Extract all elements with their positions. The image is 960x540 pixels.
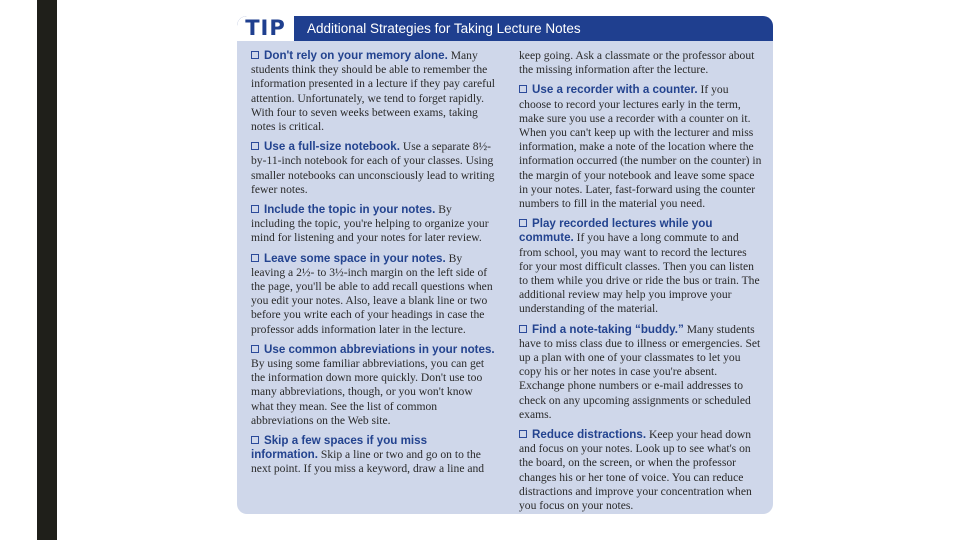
tip-item-body: By using some familiar abbreviations, you can get the information down more quickly. Don't use too many abbreviations, though, or you won't know what they mean. See the list of common abbreviations on the Web site. (251, 357, 485, 427)
left-dark-bar (37, 0, 57, 540)
checkbox-icon (251, 254, 259, 262)
tip-item-body: By leaving a 2½- to 3½-inch margin on the left side of the page, you'll be able to add recall questions when you edit your notes. Also, leave a blank line or two before you write each of your headings in case the professor adds information later in the lecture. (251, 251, 493, 336)
checkbox-icon (251, 205, 259, 213)
tip-item (251, 343, 495, 428)
tip-item (519, 323, 763, 422)
tip-item (251, 203, 495, 246)
tip-label: TIP (237, 16, 297, 41)
tip-item-heading: Use a recorder with a counter. (532, 83, 698, 97)
tip-item-body: Use a separate 8½-by-11-inch notebook for each of your classes. Using smaller notebooks can unconsciously lead to writing fewer notes. (251, 140, 495, 196)
tip-item-heading: Include the topic in your notes. (264, 203, 436, 217)
right-column (519, 49, 763, 514)
checkbox-icon (251, 436, 259, 444)
checkbox-icon (251, 142, 259, 150)
tip-title: Additional Strategies for Taking Lecture Notes (307, 21, 581, 36)
tip-header (237, 16, 773, 41)
checkbox-icon (519, 219, 527, 227)
checkbox-icon (251, 51, 259, 59)
tip-box (237, 16, 773, 514)
tip-item-body: Keep your head down and focus on your notes. Look up to see what's on the board, on the screen, or when the professor changes his or her tone of voice. You can reduce distractions and improve your concentration when you focus on your notes. (519, 428, 752, 513)
tip-item-body: Many students have to miss class due to illness or emergencies. Set up a plan with one of your classmates to let you copy his or her notes in case you're absent. Exchange phone numbers or e-mail addresses to check on any upcoming assignments or scheduled exams. (519, 322, 761, 421)
tip-item (519, 217, 763, 316)
tip-item-body: Skip a line or two and go on to the next point. If you miss a keyword, draw a line and (251, 448, 485, 476)
tip-item (251, 140, 495, 197)
checkbox-icon (519, 325, 527, 333)
tip-item-body: keep going. Ask a classmate or the professor about the missing information after the lecture. (519, 49, 755, 77)
tip-item (519, 428, 763, 513)
tip-item-continued (519, 49, 763, 77)
tip-item-heading: Reduce distractions. (532, 428, 647, 442)
tip-item-heading: Don't rely on your memory alone. (264, 49, 448, 62)
tip-item-heading: Use a full-size notebook. (264, 140, 400, 154)
checkbox-icon (519, 85, 527, 93)
tip-item-heading: Skip a few spaces if you miss information. (251, 434, 428, 462)
tip-item-heading: Leave some space in your notes. (264, 251, 446, 265)
tip-item-body: If you choose to record your lectures early in the term, make sure you use a recorder with a counter on it. When you can't keep up with the lecturer and miss information, make a note of the location where the information occurred (the number on the counter) in the margin of your notebook and leave some space in your notes. Later, fast-forward using the counter numbers to fill in the material you need. (519, 83, 762, 211)
tip-item-body: Many students think they should be able to remember the information presented in a lecture if they pay careful attention. Unfortunately, we tend to forget rapidly. With four to seven weeks between exams, taking notes is critical. (251, 49, 496, 134)
tip-item-heading: Play recorded lectures while you commute. (519, 217, 713, 245)
left-column (251, 49, 495, 483)
checkbox-icon (519, 430, 527, 438)
tip-item-body: If you have a long commute to and from school, you may want to record the lectures for your most difficult classes. Then you can listen to them while you drive or ride the bus or train. The additional review may help you improve your understanding of the material. (519, 231, 760, 316)
tip-item (251, 49, 495, 134)
tip-item (519, 83, 763, 211)
tip-item (251, 434, 495, 477)
tip-item (251, 252, 495, 337)
checkbox-icon (251, 345, 259, 353)
tip-item-heading: Find a note-taking “buddy.” (532, 322, 684, 336)
tip-item-heading: Use common abbreviations in your notes. (264, 342, 495, 356)
tip-item-body: By including the topic, you're helping to organize your mind for listening and your notes for later review. (251, 203, 489, 245)
